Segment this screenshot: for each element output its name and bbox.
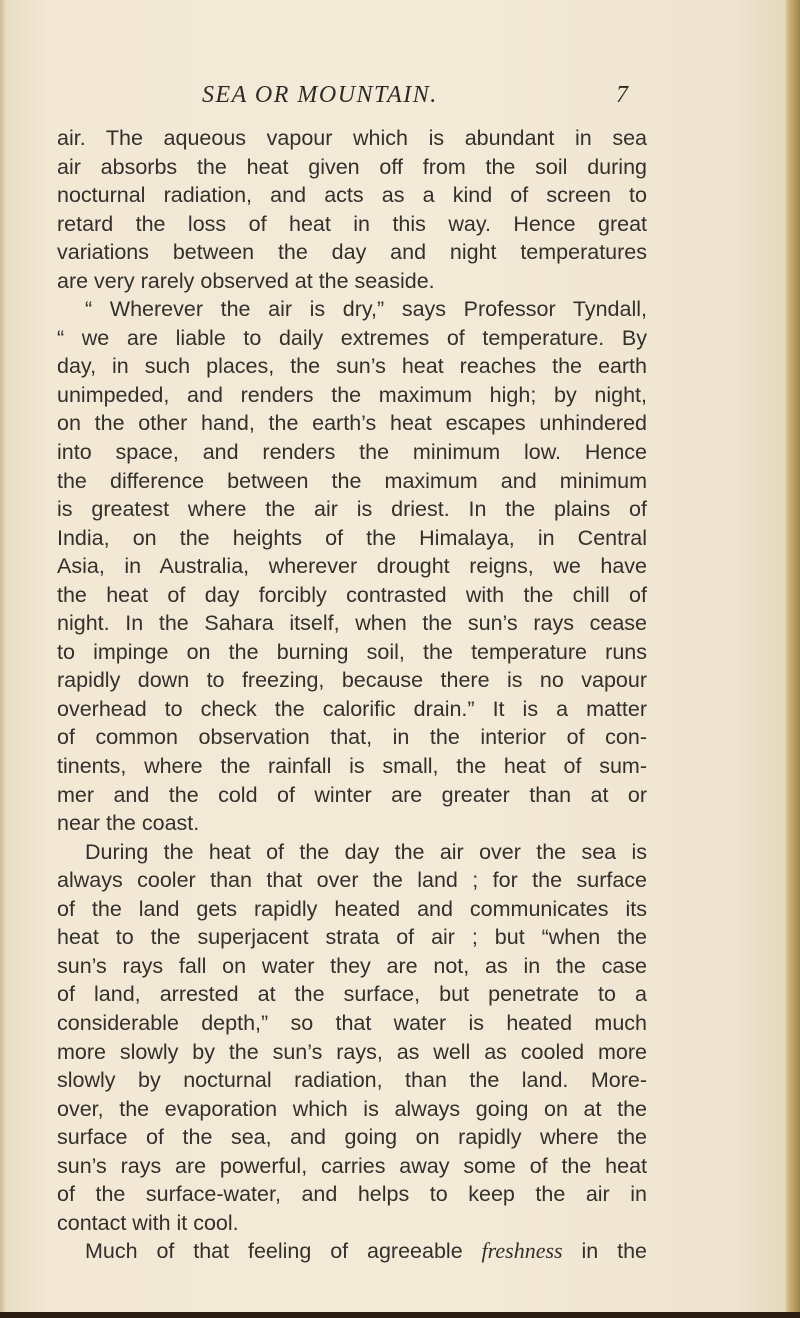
- text-line: “ we are liable to daily extremes of temperature. By: [57, 325, 647, 350]
- text-line-final: [57, 1237, 647, 1266]
- text-line: is greatest where the air is driest. In the plains of: [57, 497, 647, 522]
- text-line: considerable depth,” so that water is heated much: [57, 1010, 647, 1035]
- text-line: near the coast.: [57, 811, 200, 836]
- text-line: the difference between the maximum and minimum: [57, 468, 647, 493]
- text-line: air. The aqueous vapour which is abundant in sea: [57, 126, 647, 150]
- text-line: contact with it cool.: [57, 1210, 239, 1235]
- text-line: to impinge on the burning soil, the temperature runs: [57, 639, 647, 664]
- text-line: air absorbs the heat given off from the soil during: [57, 154, 647, 179]
- page-gutter-shadow: [0, 0, 6, 1318]
- text-line: India, on the heights of the Himalaya, in Central: [57, 525, 647, 550]
- text-line: unimpeded, and renders the maximum high; by night,: [57, 382, 647, 407]
- text-line: are very rarely observed at the seaside.: [57, 268, 435, 293]
- text-line: variations between the day and night temperatures: [57, 240, 647, 265]
- text-line: During the heat of the day the air over the sea is: [85, 839, 647, 864]
- text-line: Asia, in Australia, wherever drought reigns, we have: [57, 554, 647, 579]
- final-line-start: Much of that feeling of agreeable: [85, 1239, 482, 1264]
- text-line: retard the loss of heat in this way. Hence great: [57, 211, 647, 236]
- text-line: night. In the Sahara itself, when the sun’s rays cease: [57, 611, 647, 636]
- text-line: sun’s rays are powerful, carries away some of the heat: [57, 1153, 647, 1178]
- text-line: sun’s rays fall on water they are not, as in the case: [57, 953, 647, 978]
- text-line: nocturnal radiation, and acts as a kind of screen to: [57, 183, 647, 208]
- text-line: day, in such places, the sun’s heat reaches the earth: [57, 354, 647, 379]
- text-line: over, the evaporation which is always going on at the: [57, 1096, 647, 1121]
- page-header: [0, 82, 800, 116]
- running-head: SEA OR MOUNTAIN.: [202, 82, 438, 108]
- text-line: always cooler than that over the land ; for the surface: [57, 868, 647, 893]
- page-edge: [786, 0, 800, 1318]
- final-line-end: in the: [562, 1239, 647, 1264]
- text-line: of common observation that, in the interior of con-: [57, 725, 647, 750]
- body-text: [57, 124, 647, 1266]
- text-line: overhead to check the calorific drain.” It is a matter: [57, 696, 647, 721]
- text-line: heat to the superjacent strata of air ; but “when the: [57, 925, 647, 950]
- text-line: rapidly down to freezing, because there is no vapour: [57, 668, 647, 693]
- text-line: the heat of day forcibly contrasted with the chill of: [57, 582, 647, 607]
- text-line: of the land gets rapidly heated and communicates its: [57, 896, 647, 921]
- text-line: mer and the cold of winter are greater than at or: [57, 782, 647, 807]
- text-line: more slowly by the sun’s rays, as well as cooled more: [57, 1039, 647, 1064]
- emphasized-word: freshness: [481, 1238, 563, 1264]
- text-line: into space, and renders the minimum low. Hence: [57, 440, 647, 465]
- text-line: of land, arrested at the surface, but penetrate to a: [57, 982, 647, 1007]
- text-line: surface of the sea, and going on rapidly where the: [57, 1125, 647, 1150]
- page-bottom-edge: [0, 1312, 800, 1318]
- page-number: 7: [616, 82, 628, 108]
- text-line: of the surface-water, and helps to keep the air in: [57, 1182, 647, 1207]
- text-line: on the other hand, the earth’s heat escapes unhindered: [57, 411, 647, 436]
- text-line: tinents, where the rainfall is small, the heat of sum-: [57, 754, 647, 779]
- text-line: slowly by nocturnal radiation, than the land. More-: [57, 1068, 647, 1093]
- text-line: “ Wherever the air is dry,” says Professor Tyndall,: [85, 297, 647, 322]
